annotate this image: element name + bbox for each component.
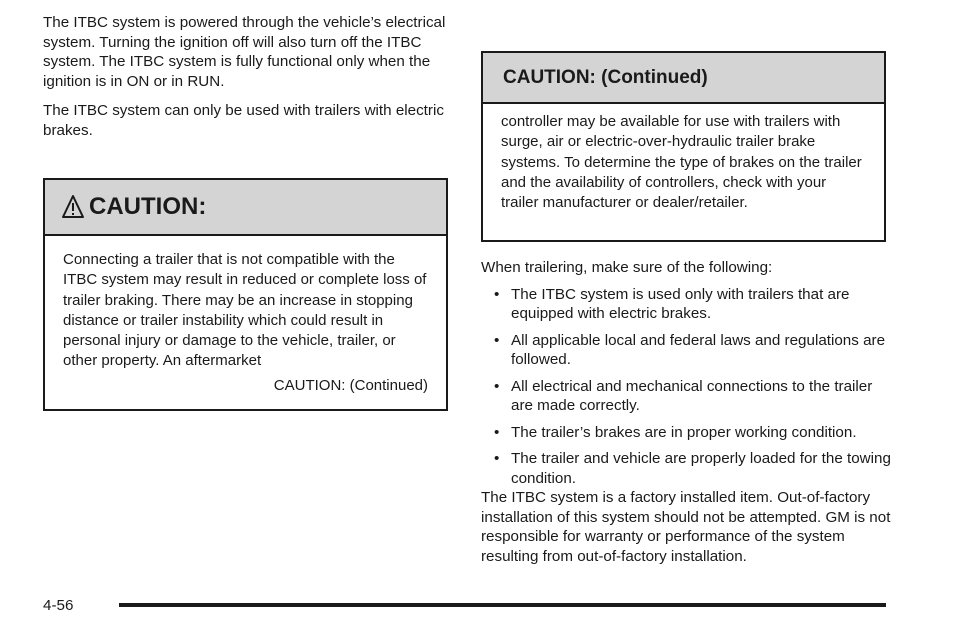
footer-rule <box>119 603 886 607</box>
list-item: • The trailer and vehicle are properly loaded for the towing condition. <box>494 450 891 487</box>
caution-continued-box <box>481 51 886 242</box>
closing-paragraph: The ITBC system is a factory installed item. Out-of-factory installation of this system should not be attempted. GM is not responsible for warranty or performance of the system resulting from out-of-factory installation. <box>481 489 891 565</box>
checklist <box>481 285 891 489</box>
page-number: 4-56 <box>43 597 74 614</box>
trailering-checklist <box>481 258 891 495</box>
intro-paragraph-electric-brakes: The ITBC system can only be used with trailers with electric brakes. <box>43 102 444 139</box>
list-item: • All electrical and mechanical connections to the trailer are made correctly. <box>494 377 873 414</box>
caution-box <box>43 178 448 411</box>
caution-continued-title: CAUTION: (Continued) <box>503 66 708 88</box>
caution-body <box>45 236 446 396</box>
caution-text: Connecting a trailer that is not compatible with the ITBC system may result in reduced or complete loss of trailer braking. There may be an increase in stopping distance or trailer instability which could result in personal injury or damage to the vehicle, trailer, or other property. An aftermarket <box>63 251 427 370</box>
list-item: • The trailer’s brakes are in proper working condition. <box>494 423 857 441</box>
caution-continued-header <box>483 53 884 104</box>
bullet-icon: • <box>494 285 500 303</box>
caution-header <box>45 180 446 236</box>
bullet-icon: • <box>494 377 500 395</box>
left-column <box>43 0 448 140</box>
warning-triangle-icon <box>61 194 85 220</box>
bullet-icon: • <box>494 423 500 441</box>
caution-continued-label: CAUTION: (Continued) <box>273 376 428 394</box>
caution-continued-text: controller may be available for use with trailers with surge, air or electric-over-hydraulic trailer brake systems. To determine the type of brakes on the trailer and the availability of controllers, check with your trailer manufacturer or dealer/retailer. <box>501 113 862 212</box>
caution-continued-body <box>483 104 884 213</box>
bullet-icon: • <box>494 331 500 349</box>
intro-paragraph-power: The ITBC system is powered through the vehicle’s electrical system. Turning the ignition off will also turn off the ITBC system. The ITBC system is fully functional only when the ignition is in ON or in RUN. <box>43 14 446 90</box>
list-item: • The ITBC system is used only with trailers that are equipped with electric brakes. <box>494 285 850 322</box>
caution-title: CAUTION: <box>89 193 207 220</box>
list-item: • All applicable local and federal laws and regulations are followed. <box>494 331 886 368</box>
checklist-lead: When trailering, make sure of the following: <box>481 259 773 276</box>
bullet-icon: • <box>494 450 500 467</box>
